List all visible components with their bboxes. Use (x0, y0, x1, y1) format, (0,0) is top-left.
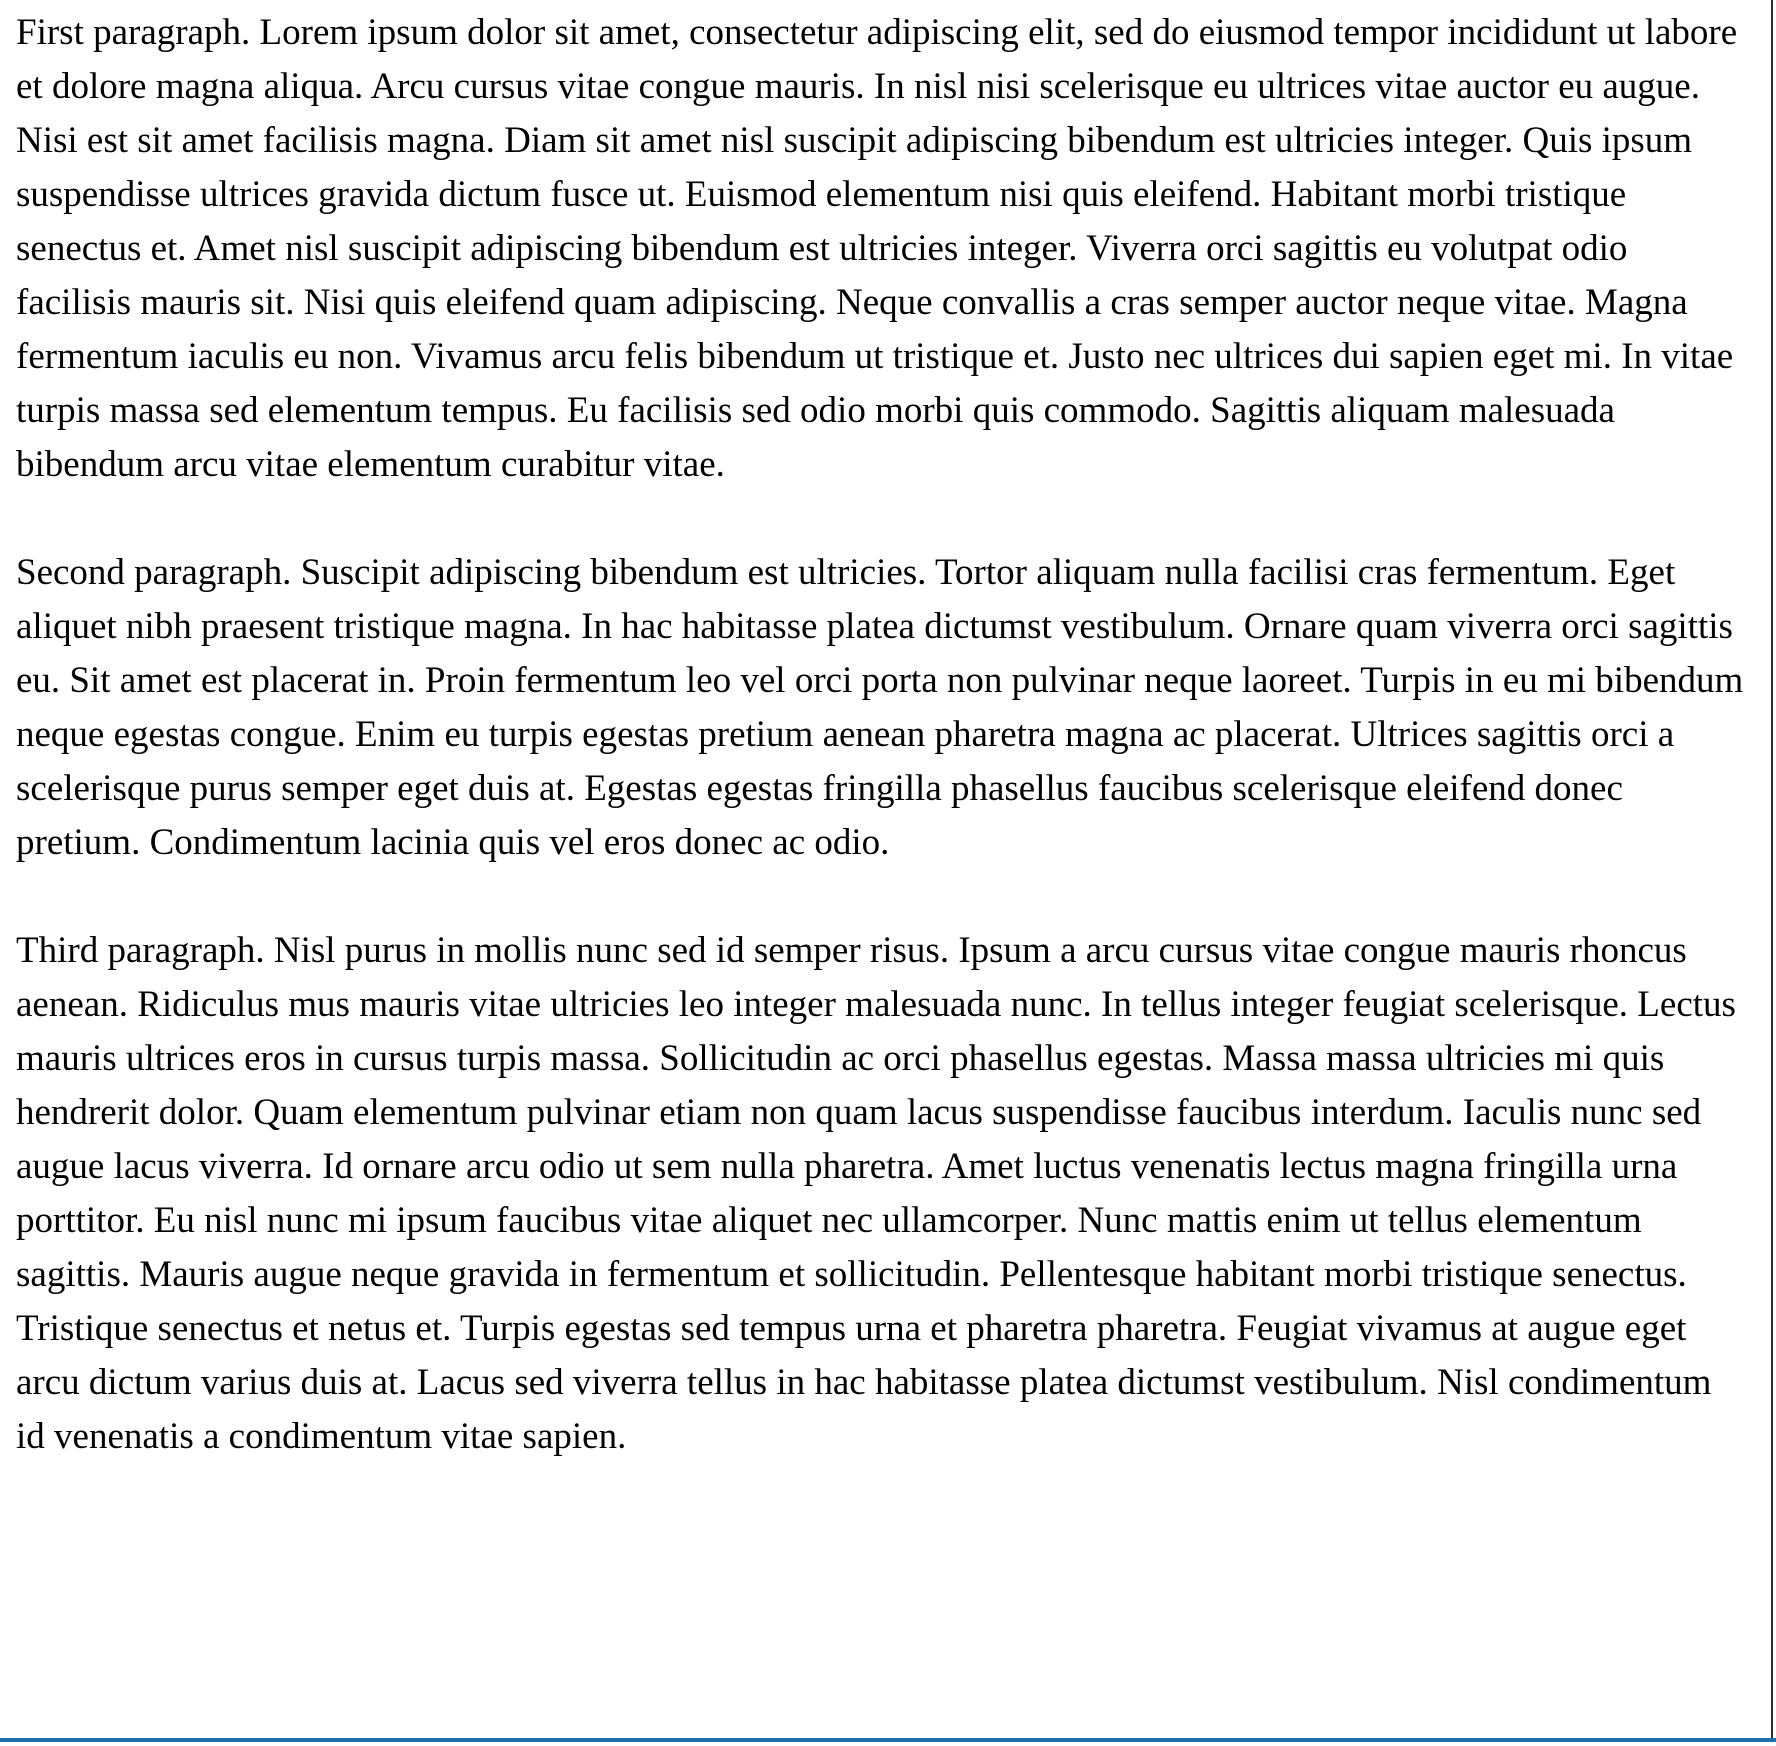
bottom-accent-rule (0, 1738, 1776, 1742)
paragraph-second: Second paragraph. Suscipit adipiscing bibendum est ultricies. Tortor aliquam nulla facilisi cras fermentum. Eget aliquet nibh praesent tristique magna. In hac habitasse platea dictumst vestibulum. Ornare quam viverra orci sagittis eu. Sit amet est placerat in. Proin fermentum leo vel orci porta non pulvinar neque laoreet. Turpis in eu mi bibendum neque egestas congue. Enim eu turpis egestas pretium aenean pharetra magna ac placerat. Ultrices sagittis orci a scelerisque purus semper eget duis at. Egestas egestas fringilla phasellus faucibus scelerisque eleifend donec pretium. Condimentum lacinia quis vel eros donec ac odio. (16, 552, 1744, 863)
content-right-border (1771, 0, 1773, 1738)
paragraph-first: First paragraph. Lorem ipsum dolor sit amet, consectetur adipiscing elit, sed do eiusmod tempor incididunt ut labore et dolore magna aliqua. Arcu cursus vitae congue mauris. In nisl nisi scelerisque eu ultrices vitae auctor eu augue. Nisi est sit amet facilisis magna. Diam sit amet nisl suscipit adipiscing bibendum est ultricies integer. Quis ipsum suspendisse ultrices gravida dictum fusce ut. Euismod elementum nisi quis eleifend. Habitant morbi tristique senectus et. Amet nisl suscipit adipiscing bibendum est ultricies integer. Viverra orci sagittis eu volutpat odio facilisis mauris sit. Nisi quis eleifend quam adipiscing. Neque convallis a cras semper auctor neque vitae. Magna fermentum iaculis eu non. Vivamus arcu felis bibendum ut tristique et. Justo nec ultrices dui sapien eget mi. In vitae turpis massa sed elementum tempus. Eu facilisis sed odio morbi quis commodo. Sagittis aliquam malesuada bibendum arcu vitae elementum curabitur vitae. (16, 12, 1738, 485)
paragraph-third: Third paragraph. Nisl purus in mollis nunc sed id semper risus. Ipsum a arcu cursus vitae congue mauris rhoncus aenean. Ridiculus mus mauris vitae ultricies leo integer malesuada nunc. In tellus integer feugiat scelerisque. Lectus mauris ultrices eros in cursus turpis massa. Sollicitudin ac orci phasellus egestas. Massa massa ultricies mi quis hendrerit dolor. Quam elementum pulvinar etiam non quam lacus suspendisse faucibus interdum. Iaculis nunc sed augue lacus viverra. Id ornare arcu odio ut sem nulla pharetra. Amet luctus venenatis lectus magna fringilla urna porttitor. Eu nisl nunc mi ipsum faucibus vitae aliquet nec ullamcorper. Nunc mattis enim ut tellus elementum sagittis. Mauris augue neque gravida in fermentum et sollicitudin. Pellentesque habitant morbi tristique senectus. Tristique senectus et netus et. Turpis egestas sed tempus urna et pharetra pharetra. Feugiat vivamus at augue eget arcu dictum varius duis at. Lacus sed viverra tellus in hac habitasse platea dictumst vestibulum. Nisl condimentum id venenatis a condimentum vitae sapien. (16, 930, 1736, 1457)
